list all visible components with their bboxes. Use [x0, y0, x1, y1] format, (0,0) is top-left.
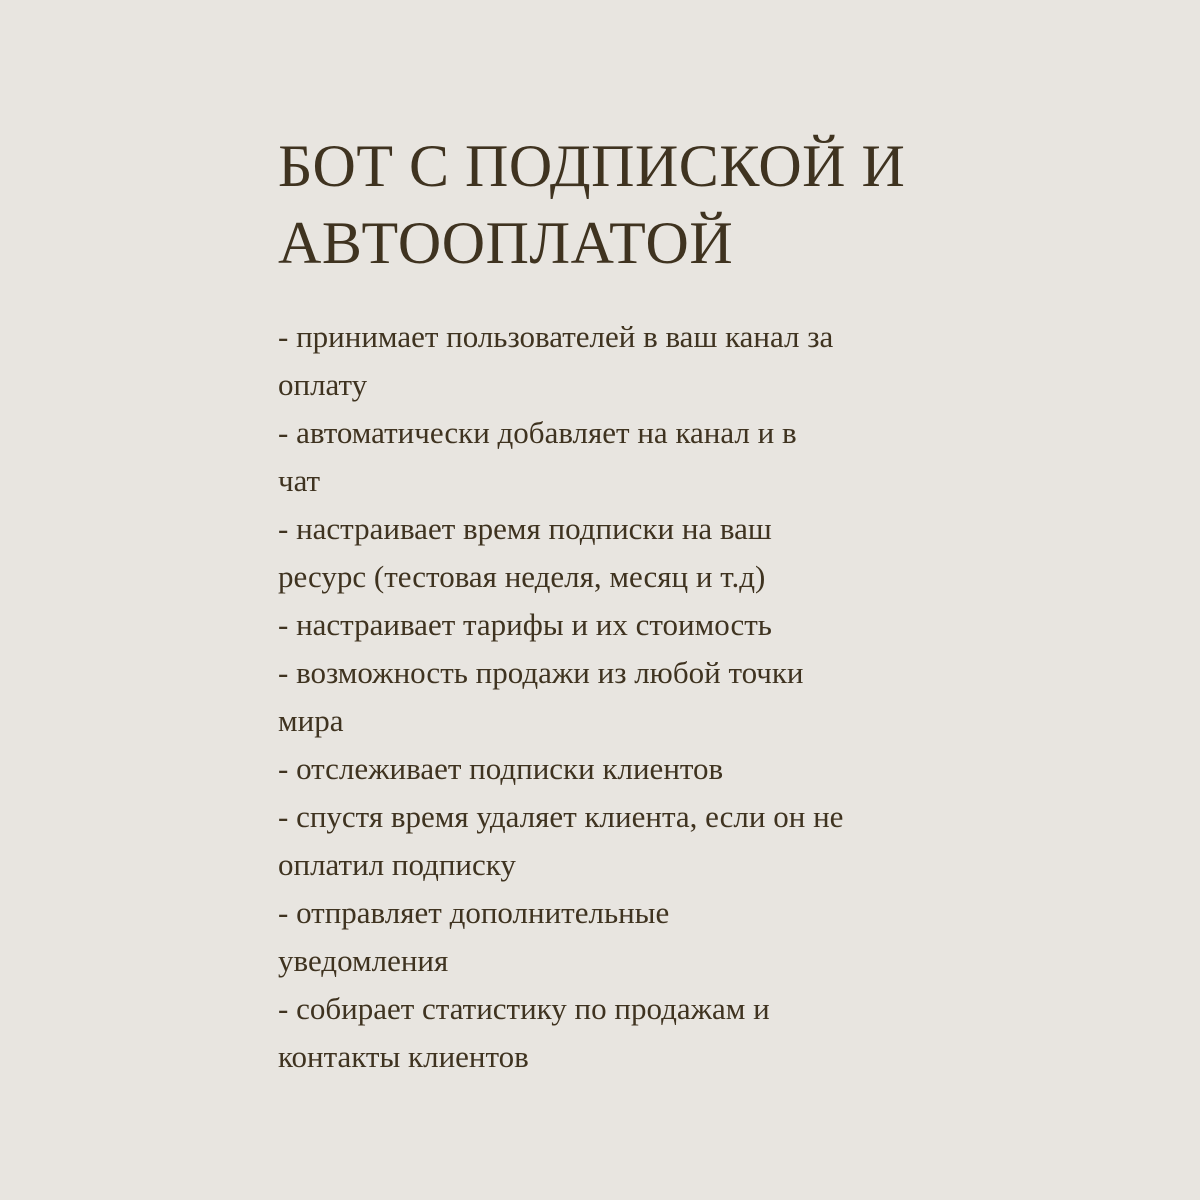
- feature-item: [278, 505, 843, 601]
- feature-text-line: контакты клиентов: [278, 1039, 529, 1074]
- feature-text-line: - настраивает время подписки на ваш: [278, 511, 772, 546]
- title-line: БОТ С ПОДПИСКОЙ И: [278, 133, 906, 199]
- feature-item: [278, 793, 843, 889]
- feature-item: [278, 601, 843, 649]
- feature-text-line: - автоматически добавляет на канал и в: [278, 415, 797, 450]
- feature-list: [278, 313, 843, 1081]
- feature-text-line: - возможность продажи из любой точки: [278, 655, 804, 690]
- feature-text-line: оплату: [278, 367, 368, 402]
- feature-text-line: - спустя время удаляет клиента, если он не: [278, 799, 844, 834]
- feature-text-line: ресурс (тестовая неделя, месяц и т.д): [278, 559, 766, 594]
- page-title: [278, 128, 905, 282]
- feature-item: [278, 409, 843, 505]
- feature-text-line: - принимает пользователей в ваш канал за: [278, 319, 834, 354]
- title-line: АВТООПЛАТОЙ: [278, 210, 734, 276]
- feature-text-line: мира: [278, 703, 344, 738]
- feature-item: [278, 313, 843, 409]
- feature-text-line: - настраивает тарифы и их стоимость: [278, 607, 772, 642]
- feature-text-line: - собирает статистику по продажам и: [278, 991, 770, 1026]
- feature-text-line: - отслеживает подписки клиентов: [278, 751, 724, 786]
- feature-text-line: чат: [278, 463, 321, 498]
- feature-text-line: оплатил подписку: [278, 847, 516, 882]
- feature-text-line: - отправляет дополнительные: [278, 895, 670, 930]
- feature-item: [278, 745, 843, 793]
- feature-item: [278, 649, 843, 745]
- feature-text-line: уведомления: [278, 943, 449, 978]
- feature-item: [278, 985, 843, 1081]
- feature-item: [278, 889, 843, 985]
